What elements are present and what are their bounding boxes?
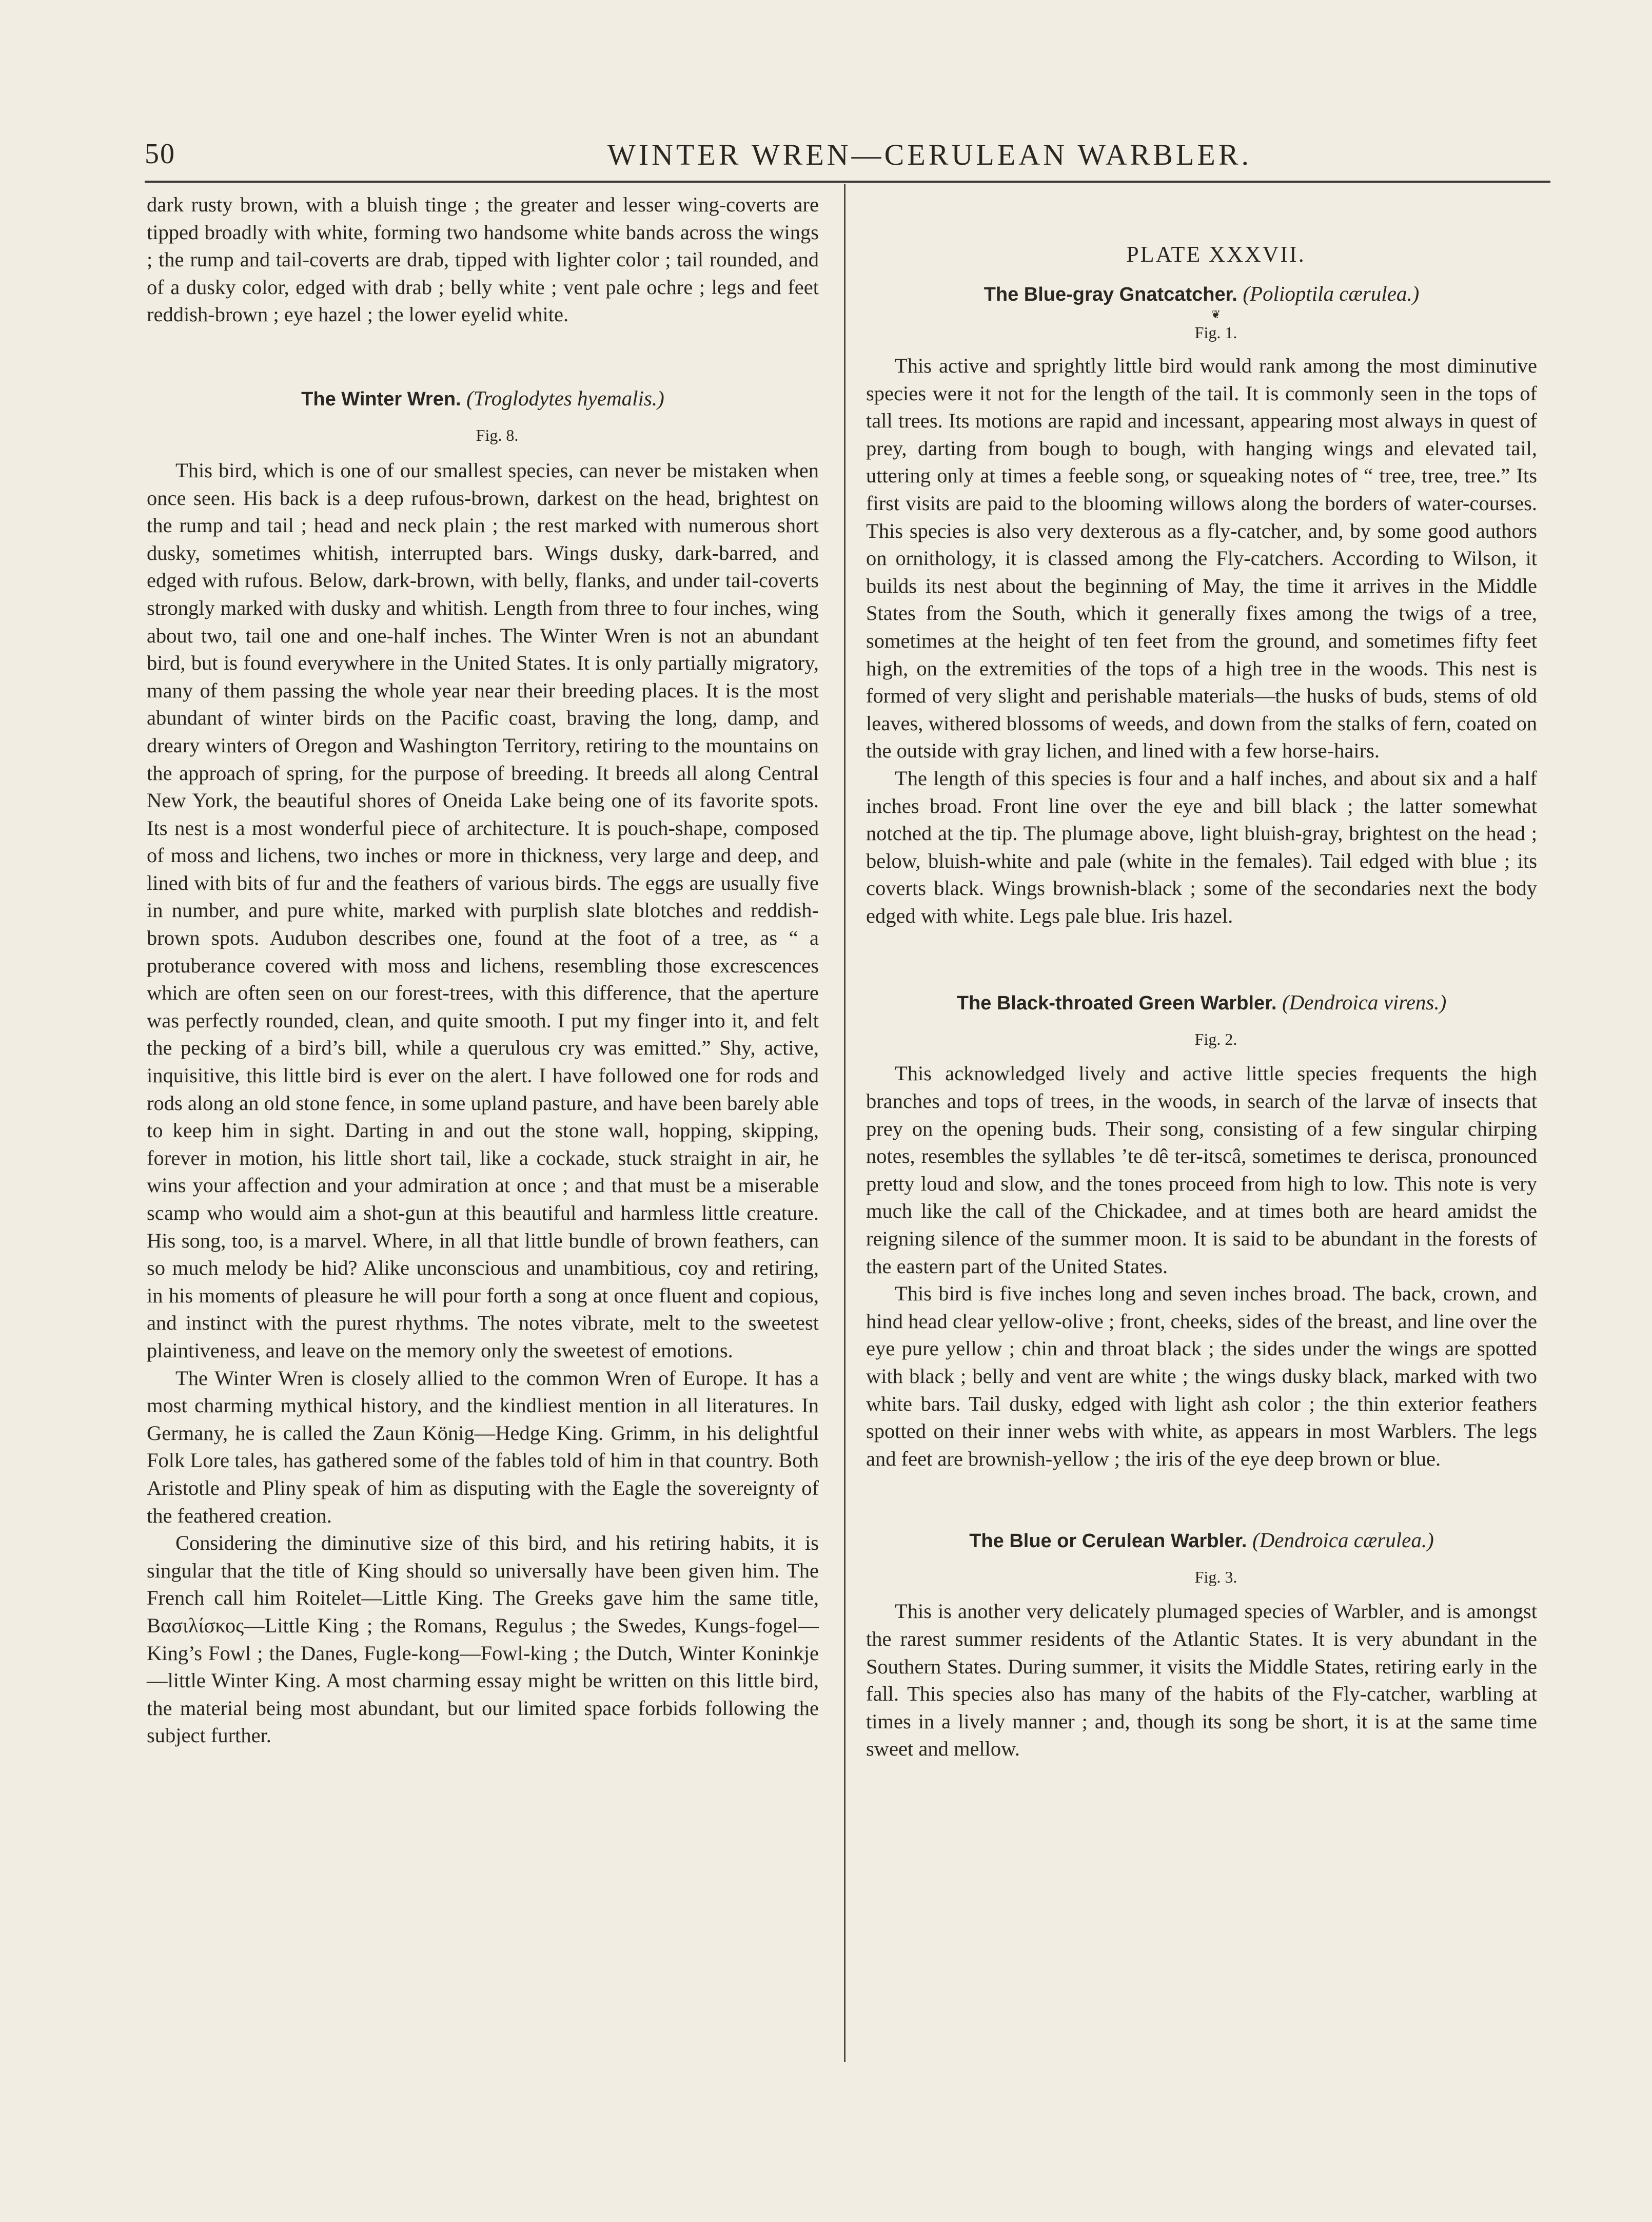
header-rule bbox=[145, 181, 1550, 183]
running-title: WINTER WREN—CERULEAN WARBLER. bbox=[607, 138, 1252, 171]
left-column bbox=[147, 191, 819, 1749]
section-heading-cerulean-warbler bbox=[866, 1527, 1537, 1554]
ornament-mark: ❦ bbox=[1211, 308, 1221, 321]
heading-title: The Blue-gray Gnatcatcher. bbox=[984, 284, 1237, 305]
figure-label: Fig. 8. bbox=[476, 425, 519, 444]
heading-latin-name: (Dendroica cærulea.) bbox=[1252, 1528, 1434, 1552]
plate-title: PLATE XXXVII. bbox=[1126, 242, 1306, 267]
column-divider bbox=[844, 184, 845, 2062]
heading-latin-name: (Dendroica virens.) bbox=[1282, 990, 1447, 1015]
section-heading-gnatcatcher bbox=[866, 280, 1537, 308]
paragraph: The length of this species is four and a half inches, and about six and a half inches broad. Front line over the eye and bill black ; the latter somewhat notched at the tip. The plumage above, light bluish-gray, brightest on the head ; below, bluish-white and pale (white in the females). Tail edged with blue ; its coverts black. Wings brownish-black ; some of the secondaries next the body edged with white. Legs pale blue. Iris hazel. bbox=[866, 766, 1537, 927]
section-heading-black-throated-green-warbler bbox=[866, 989, 1537, 1017]
right-column bbox=[866, 191, 1537, 1763]
page-number: 50 bbox=[145, 138, 175, 170]
section-heading-winter-wren bbox=[147, 385, 819, 413]
heading-title: The Blue or Cerulean Warbler. bbox=[969, 1530, 1247, 1552]
heading-latin-name: (Polioptila cærulea.) bbox=[1243, 282, 1420, 305]
figure-label: Fig. 3. bbox=[1194, 1568, 1237, 1587]
paragraph: Considering the diminutive size of this bird, and his retiring habits, it is singular that the title of King should so universally have been given him. The French call him Roitelet—Little King. The Greeks gave him the same title, Βασιλίσκος—Little King ; the Romans, Regulus ; the Swedes, Kungs-fogel—King’s Fowl ; the Danes, Fugle-kong—Fowl-king ; the Dutch, Winter Koninkje—little Winter King. A most charming essay might be written on this little bird, the material being most abundant, but our limited space forbids following the subject further. bbox=[147, 1531, 819, 1747]
intro-paragraph: dark rusty brown, with a bluish tinge ; the greater and lesser wing-coverts are tipped broadly with white, forming two handsome white bands across the wings ; the rump and tail-coverts are drab, tipped with lighter color ; tail rounded, and of a dusky color, edged with drab ; belly white ; vent pale ochre ; legs and feet reddish-brown ; eye hazel ; the lower eyelid white. bbox=[147, 193, 819, 326]
heading-title: The Winter Wren. bbox=[301, 388, 461, 410]
paragraph: This acknowledged lively and active little species frequents the high branches and tops of trees, in the woods, in search of the larvæ of insects that prey on the opening buds. Their song, consisting of a few singular chirping notes, resembles the syllables ’te dê ter-itscâ, sometimes te derisca, pronounced pretty loud and slow, and the tones proceed from high to low. This note is very much like the call of the Chickadee, and at times both are heard amidst the reigning silence of the summer moon. It is said to be abundant in the forests of the eastern part of the United States. bbox=[866, 1062, 1537, 1278]
paragraph: The Winter Wren is closely allied to the common Wren of Europe. It has a most charming mythical history, and the kindliest mention in all literatures. In Germany, he is called the Zaun König—Hedge King. Grimm, in his delightful Folk Lore tales, has gathered some of the fables told of him in that country. Both Aristotle and Pliny speak of him as disputing with the Eagle the sovereignty of the feathered creation. bbox=[147, 1366, 819, 1527]
paragraph: This is another very delicately plumaged species of Warbler, and is amongst the rarest summer residents of the Atlantic States. It is very abundant in the Southern States. During summer, it visits the Middle States, retiring early in the fall. This species also has many of the habits of the Fly-catcher, warbling at times in a lively manner ; and, though its song be short, it is at the same time sweet and mellow. bbox=[866, 1600, 1537, 1761]
heading-title: The Black-throated Green Warbler. bbox=[956, 992, 1277, 1015]
page-header bbox=[145, 134, 1550, 186]
figure-label: Fig. 2. bbox=[1194, 1030, 1237, 1049]
heading-latin-name: (Troglodytes hyemalis.) bbox=[466, 386, 664, 410]
paragraph: This bird, which is one of our smallest species, can never be mistaken when once seen. His back is a deep rufous-brown, darkest on the head, brightest on the rump and tail ; head and neck plain ; the rest marked with numerous short dusky, sometimes whitish, interrupted bars. Wings dusky, dark-barred, and edged with rufous. Below, dark-brown, with belly, flanks, and under tail-coverts strongly marked with dusky and whitish. Length from three to four inches, wing about two, tail one and one-half inches. The Winter Wren is not an abundant bird, but is found everywhere in the United States. It is only partially migratory, many of them passing the whole year near their breeding places. It is the most abundant of winter birds on the Pacific coast, braving the long, damp, and dreary winters of Oregon and Washington Territory, retiring to the mountains on the approach of spring, for the purpose of breeding. It breeds all along Central New York, the beautiful shores of Oneida Lake being one of its favorite spots. Its nest is a most wonderful piece of architecture. It is pouch-shape, composed of moss and lichens, two inches or more in thickness, very large and deep, and lined with bits of fur and the feathers of various birds. The eggs are usually five in number, and pure white, marked with purplish slate blotches and reddish-brown spots. Audubon describes one, found at the foot of a tree, as “ a protuberance covered with moss and lichens, resembling those excrescences which are often seen on our forest-trees, with this difference, that the aperture was perfectly rounded, clean, and quite smooth. I put my finger into it, and felt the pecking of a bird’s bill, while a querulous cry was emitted.” Shy, active, inquisitive, this little bird is ever on the alert. I have followed one for rods and rods along an old stone fence, in some upland pasture, and have been barely able to keep him in sight. Darting in and out the stone wall, hopping, skipping, forever in motion, his little short tail, like a cockade, stuck straight in air, he wins your affection and your admiration at once ; and that must be a miserable scamp who would aim a shot-gun at this beautiful and harmless little creature. His song, too, is a marvel. Where, in all that little bundle of brown feathers, can so much melody be hid? Alike unconscious and unambitious, coy and retiring, in his moments of pleasure he will pour forth a song at once fluent and copious, and instinct with the purest rhythms. The notes vibrate, melt to the sweetest plaintiveness, and leave on the memory only the sweetest of emotions. bbox=[147, 458, 819, 1362]
paragraph: This bird is five inches long and seven inches broad. The back, crown, and hind head clear yellow-olive ; front, cheeks, sides of the breast, and line over the eye pure yellow ; chin and throat black ; the sides under the wings are spotted with black ; belly and vent are white ; the wings dusky black, marked with two white bars. Tail dusky, edged with light ash color ; the thin exterior feathers spotted on their inner webs with white, as appears in most Warblers. The legs and feet are brownish-yellow ; the iris of the eye deep brown or blue. bbox=[866, 1282, 1537, 1470]
paragraph: This active and sprightly little bird would rank among the most diminutive species were it not for the length of the tail. It is commonly seen in the tops of tall trees. Its motions are rapid and incessant, appearing most always in quest of prey, darting from bough to bough, with hanging wings and elevated tail, uttering only at times a feeble song, or squeaking notes of “ tree, tree, tree.” Its first visits are paid to the blooming willows along the borders of water-courses. This species is also very dexterous as a fly-catcher, and, by some good authors on ornithology, it is classed among the Fly-catchers. According to Wilson, it builds its nest about the beginning of May, the time it arrives in the Middle States from the South, which it generally fixes among the twigs of a tree, sometimes at the height of ten feet from the ground, and sometimes fifty feet high, on the extremities of the tops of a high tree in the woods. This nest is formed of very slight and perishable materials—the husks of buds, stems of old leaves, withered blossoms of weeds, and down from the stalks of fern, coated on the outside with gray lichen, and lined with a few horse-hairs. bbox=[866, 354, 1537, 763]
figure-label: Fig. 1. bbox=[1194, 323, 1237, 342]
